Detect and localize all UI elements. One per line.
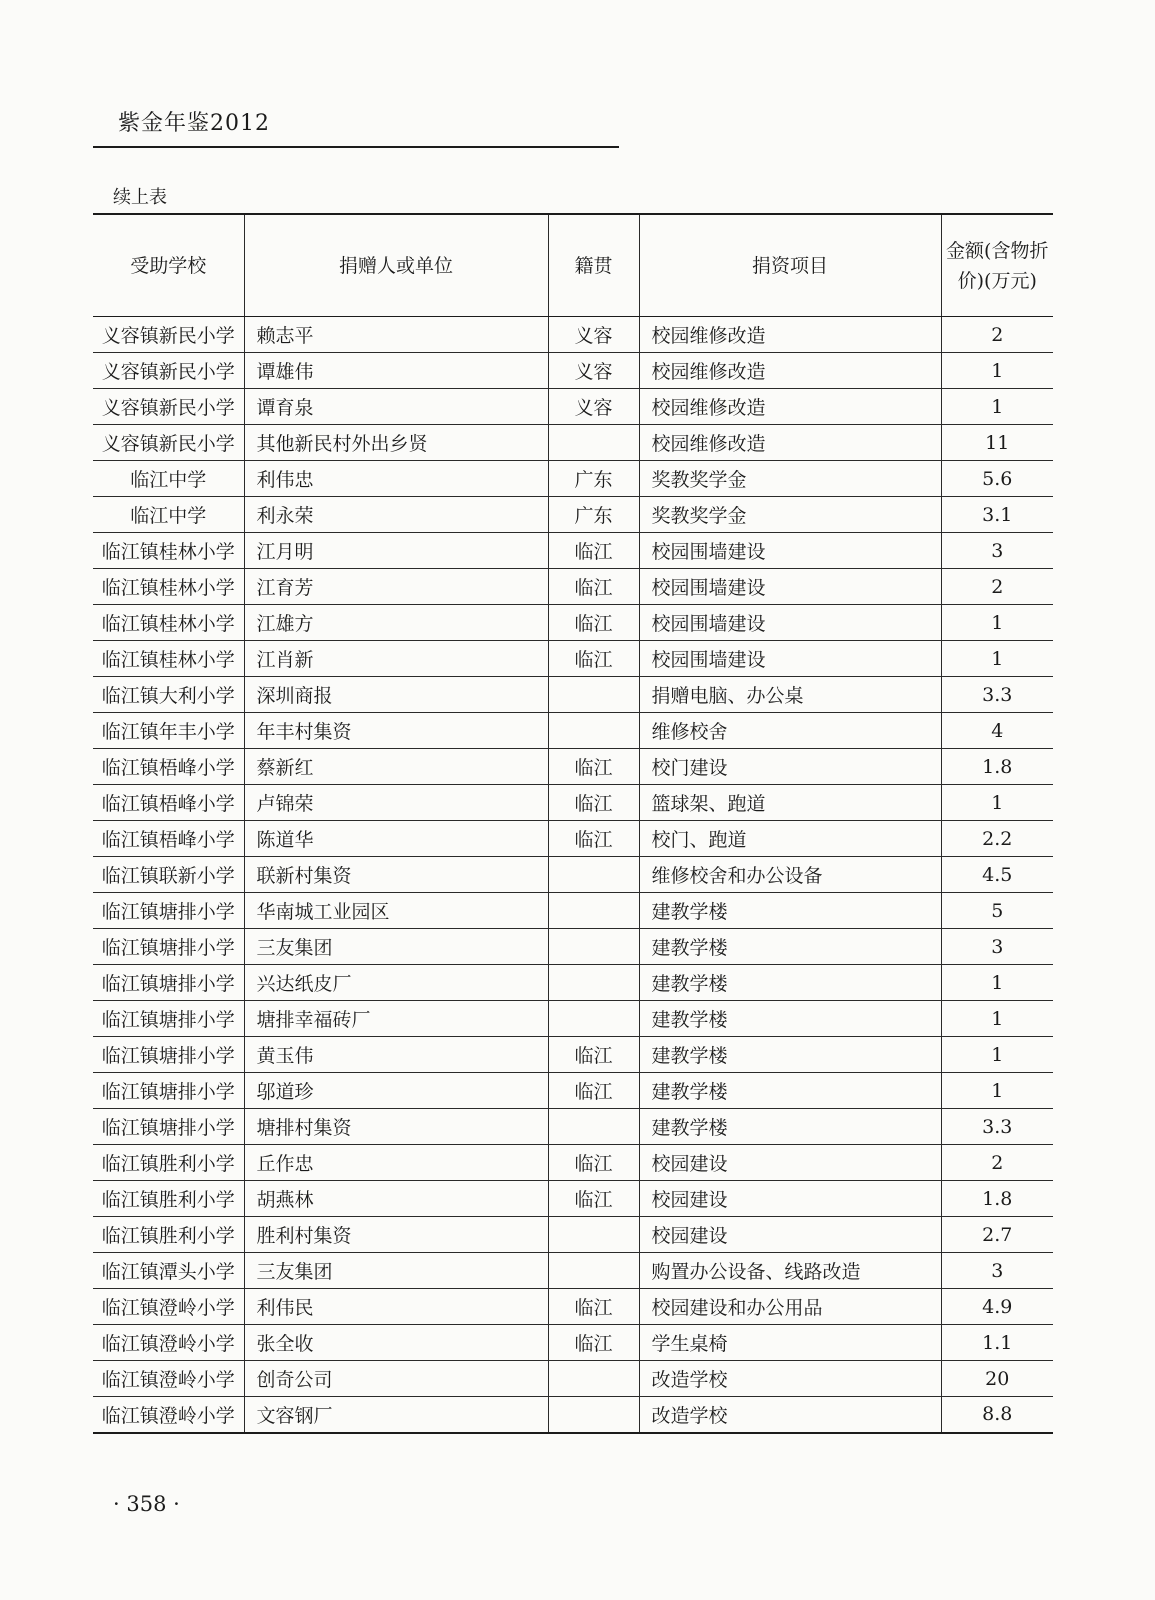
- cell-donor: 江雄方: [244, 605, 548, 641]
- cell-project: 校园围墙建设: [639, 641, 941, 677]
- cell-school: 临江镇塘排小学: [93, 1109, 244, 1145]
- cell-school: 临江镇胜利小学: [93, 1181, 244, 1217]
- cell-donor: 塘排幸福砖厂: [244, 1001, 548, 1037]
- cell-amount: 1.8: [941, 749, 1053, 785]
- cell-project: 校园建设: [639, 1217, 941, 1253]
- cell-amount: 8.8: [941, 1397, 1053, 1433]
- cell-amount: 1: [941, 965, 1053, 1001]
- cell-donor: 深圳商报: [244, 677, 548, 713]
- cell-donor: 文容钢厂: [244, 1397, 548, 1433]
- table-row: [93, 713, 1053, 749]
- cell-project: 改造学校: [639, 1397, 941, 1433]
- cell-amount: 3: [941, 929, 1053, 965]
- cell-project: 建教学楼: [639, 1037, 941, 1073]
- continued-label: 续上表: [113, 187, 167, 208]
- cell-origin: 临江: [548, 533, 639, 569]
- cell-project: 建教学楼: [639, 1001, 941, 1037]
- cell-origin: 临江: [548, 1181, 639, 1217]
- cell-origin: 临江: [548, 1145, 639, 1181]
- table-row: [93, 641, 1053, 677]
- cell-donor: 谭雄伟: [244, 353, 548, 389]
- col-header-school: 受助学校: [93, 214, 244, 317]
- cell-school: 临江镇塘排小学: [93, 893, 244, 929]
- cell-origin: 义容: [548, 389, 639, 425]
- cell-amount: 3.1: [941, 497, 1053, 533]
- cell-origin: [548, 1361, 639, 1397]
- page-number: · 358 ·: [113, 1492, 180, 1516]
- cell-amount: 3: [941, 1253, 1053, 1289]
- cell-origin: [548, 1397, 639, 1433]
- cell-school: 临江镇梧峰小学: [93, 785, 244, 821]
- table-row: [93, 749, 1053, 785]
- table-row: [93, 569, 1053, 605]
- cell-school: 临江镇潭头小学: [93, 1253, 244, 1289]
- cell-project: 建教学楼: [639, 893, 941, 929]
- cell-origin: 广东: [548, 461, 639, 497]
- cell-project: 校门、跑道: [639, 821, 941, 857]
- cell-project: 学生桌椅: [639, 1325, 941, 1361]
- cell-donor: 江月明: [244, 533, 548, 569]
- cell-amount: 5.6: [941, 461, 1053, 497]
- cell-project: 奖教奖学金: [639, 461, 941, 497]
- cell-school: 临江镇胜利小学: [93, 1145, 244, 1181]
- cell-school: 临江镇塘排小学: [93, 1037, 244, 1073]
- table-row: [93, 1397, 1053, 1433]
- cell-donor: 张全收: [244, 1325, 548, 1361]
- cell-school: 临江中学: [93, 461, 244, 497]
- col-header-origin: 籍贯: [548, 214, 639, 317]
- col-header-amount: 金额(含物折价)(万元): [941, 214, 1053, 317]
- cell-donor: 赖志平: [244, 317, 548, 353]
- cell-origin: [548, 1109, 639, 1145]
- cell-school: 临江镇桂林小学: [93, 569, 244, 605]
- cell-project: 校园维修改造: [639, 317, 941, 353]
- donation-table: [93, 213, 1053, 1434]
- cell-project: 奖教奖学金: [639, 497, 941, 533]
- cell-origin: 临江: [548, 1037, 639, 1073]
- table-body: [93, 317, 1053, 1433]
- cell-project: 购置办公设备、线路改造: [639, 1253, 941, 1289]
- cell-origin: 临江: [548, 821, 639, 857]
- table-row: [93, 389, 1053, 425]
- cell-school: 临江镇梧峰小学: [93, 821, 244, 857]
- table-row: [93, 965, 1053, 1001]
- header-rule: [93, 146, 619, 148]
- cell-school: 临江镇澄岭小学: [93, 1325, 244, 1361]
- table-row: [93, 317, 1053, 353]
- cell-amount: 4.5: [941, 857, 1053, 893]
- table-row: [93, 821, 1053, 857]
- cell-donor: 三友集团: [244, 1253, 548, 1289]
- cell-project: 维修校舍: [639, 713, 941, 749]
- cell-amount: 1.1: [941, 1325, 1053, 1361]
- table-row: [93, 929, 1053, 965]
- cell-donor: 其他新民村外出乡贤: [244, 425, 548, 461]
- table-row: [93, 785, 1053, 821]
- cell-amount: 5: [941, 893, 1053, 929]
- cell-origin: 临江: [548, 1289, 639, 1325]
- cell-amount: 2.7: [941, 1217, 1053, 1253]
- cell-donor: 黄玉伟: [244, 1037, 548, 1073]
- cell-donor: 江育芳: [244, 569, 548, 605]
- cell-school: 临江中学: [93, 497, 244, 533]
- cell-project: 校园维修改造: [639, 353, 941, 389]
- table-row: [93, 497, 1053, 533]
- cell-project: 建教学楼: [639, 965, 941, 1001]
- cell-donor: 联新村集资: [244, 857, 548, 893]
- cell-origin: [548, 425, 639, 461]
- table-row: [93, 1073, 1053, 1109]
- cell-school: 临江镇塘排小学: [93, 1073, 244, 1109]
- cell-amount: 1: [941, 389, 1053, 425]
- col-header-donor: 捐赠人或单位: [244, 214, 548, 317]
- cell-origin: [548, 1253, 639, 1289]
- cell-project: 校园维修改造: [639, 389, 941, 425]
- cell-donor: 胡燕林: [244, 1181, 548, 1217]
- col-header-project: 捐资项目: [639, 214, 941, 317]
- cell-school: 义容镇新民小学: [93, 425, 244, 461]
- cell-amount: 1: [941, 1001, 1053, 1037]
- cell-school: 临江镇塘排小学: [93, 1001, 244, 1037]
- cell-origin: 义容: [548, 317, 639, 353]
- cell-school: 义容镇新民小学: [93, 353, 244, 389]
- cell-project: 建教学楼: [639, 929, 941, 965]
- cell-school: 临江镇年丰小学: [93, 713, 244, 749]
- cell-project: 建教学楼: [639, 1073, 941, 1109]
- table-row: [93, 893, 1053, 929]
- cell-school: 临江镇梧峰小学: [93, 749, 244, 785]
- cell-donor: 创奇公司: [244, 1361, 548, 1397]
- table-row: [93, 461, 1053, 497]
- cell-project: 校园建设和办公用品: [639, 1289, 941, 1325]
- cell-project: 校园围墙建设: [639, 533, 941, 569]
- cell-origin: 义容: [548, 353, 639, 389]
- cell-amount: 4: [941, 713, 1053, 749]
- cell-project: 校园围墙建设: [639, 569, 941, 605]
- cell-origin: [548, 965, 639, 1001]
- cell-amount: 1: [941, 1073, 1053, 1109]
- cell-project: 校门建设: [639, 749, 941, 785]
- cell-school: 临江镇大利小学: [93, 677, 244, 713]
- cell-amount: 4.9: [941, 1289, 1053, 1325]
- cell-school: 临江镇胜利小学: [93, 1217, 244, 1253]
- table-header-row: [93, 214, 1053, 317]
- cell-school: 临江镇塘排小学: [93, 929, 244, 965]
- cell-donor: 利永荣: [244, 497, 548, 533]
- cell-donor: 利伟忠: [244, 461, 548, 497]
- cell-amount: 3.3: [941, 677, 1053, 713]
- cell-amount: 1.8: [941, 1181, 1053, 1217]
- table-row: [93, 353, 1053, 389]
- cell-amount: 2: [941, 1145, 1053, 1181]
- cell-origin: 广东: [548, 497, 639, 533]
- cell-school: 临江镇联新小学: [93, 857, 244, 893]
- cell-origin: 临江: [548, 569, 639, 605]
- cell-origin: [548, 857, 639, 893]
- cell-amount: 2: [941, 317, 1053, 353]
- cell-school: 临江镇澄岭小学: [93, 1361, 244, 1397]
- cell-amount: 20: [941, 1361, 1053, 1397]
- cell-school: 临江镇桂林小学: [93, 641, 244, 677]
- cell-amount: 11: [941, 425, 1053, 461]
- table-row: [93, 533, 1053, 569]
- cell-donor: 年丰村集资: [244, 713, 548, 749]
- cell-origin: 临江: [548, 749, 639, 785]
- cell-amount: 1: [941, 641, 1053, 677]
- table-row: [93, 425, 1053, 461]
- cell-school: 义容镇新民小学: [93, 317, 244, 353]
- table-row: [93, 677, 1053, 713]
- cell-origin: [548, 893, 639, 929]
- table-row: [93, 1217, 1053, 1253]
- cell-donor: 华南城工业园区: [244, 893, 548, 929]
- cell-amount: 1: [941, 353, 1053, 389]
- cell-origin: 临江: [548, 605, 639, 641]
- cell-origin: 临江: [548, 641, 639, 677]
- cell-project: 校园建设: [639, 1145, 941, 1181]
- table-row: [93, 1289, 1053, 1325]
- cell-origin: [548, 929, 639, 965]
- table-row: [93, 1001, 1053, 1037]
- cell-school: 义容镇新民小学: [93, 389, 244, 425]
- running-title: 紫金年鉴2012: [118, 111, 270, 136]
- cell-project: 捐赠电脑、办公桌: [639, 677, 941, 713]
- cell-amount: 3.3: [941, 1109, 1053, 1145]
- cell-donor: 卢锦荣: [244, 785, 548, 821]
- cell-school: 临江镇澄岭小学: [93, 1397, 244, 1433]
- cell-school: 临江镇桂林小学: [93, 605, 244, 641]
- table-row: [93, 1181, 1053, 1217]
- cell-amount: 1: [941, 785, 1053, 821]
- cell-donor: 兴达纸皮厂: [244, 965, 548, 1001]
- cell-origin: [548, 1217, 639, 1253]
- cell-origin: [548, 713, 639, 749]
- cell-project: 校园建设: [639, 1181, 941, 1217]
- cell-project: 校园围墙建设: [639, 605, 941, 641]
- cell-donor: 陈道华: [244, 821, 548, 857]
- table-row: [93, 605, 1053, 641]
- table-row: [93, 1361, 1053, 1397]
- cell-donor: 三友集团: [244, 929, 548, 965]
- cell-amount: 2.2: [941, 821, 1053, 857]
- cell-project: 改造学校: [639, 1361, 941, 1397]
- cell-amount: 1: [941, 605, 1053, 641]
- table-row: [93, 1325, 1053, 1361]
- cell-amount: 3: [941, 533, 1053, 569]
- cell-origin: 临江: [548, 1325, 639, 1361]
- cell-school: 临江镇澄岭小学: [93, 1289, 244, 1325]
- cell-origin: 临江: [548, 1073, 639, 1109]
- cell-donor: 利伟民: [244, 1289, 548, 1325]
- cell-project: 校园维修改造: [639, 425, 941, 461]
- cell-origin: [548, 1001, 639, 1037]
- cell-donor: 江肖新: [244, 641, 548, 677]
- cell-donor: 谭育泉: [244, 389, 548, 425]
- cell-project: 建教学楼: [639, 1109, 941, 1145]
- table-row: [93, 1253, 1053, 1289]
- cell-origin: 临江: [548, 785, 639, 821]
- cell-donor: 塘排村集资: [244, 1109, 548, 1145]
- table-row: [93, 1109, 1053, 1145]
- cell-school: 临江镇桂林小学: [93, 533, 244, 569]
- cell-donor: 蔡新红: [244, 749, 548, 785]
- cell-project: 维修校舍和办公设备: [639, 857, 941, 893]
- cell-school: 临江镇塘排小学: [93, 965, 244, 1001]
- cell-origin: [548, 677, 639, 713]
- table-row: [93, 857, 1053, 893]
- table-row: [93, 1037, 1053, 1073]
- cell-amount: 1: [941, 1037, 1053, 1073]
- cell-donor: 邬道珍: [244, 1073, 548, 1109]
- table-row: [93, 1145, 1053, 1181]
- cell-project: 篮球架、跑道: [639, 785, 941, 821]
- cell-amount: 2: [941, 569, 1053, 605]
- cell-donor: 丘作忠: [244, 1145, 548, 1181]
- cell-donor: 胜利村集资: [244, 1217, 548, 1253]
